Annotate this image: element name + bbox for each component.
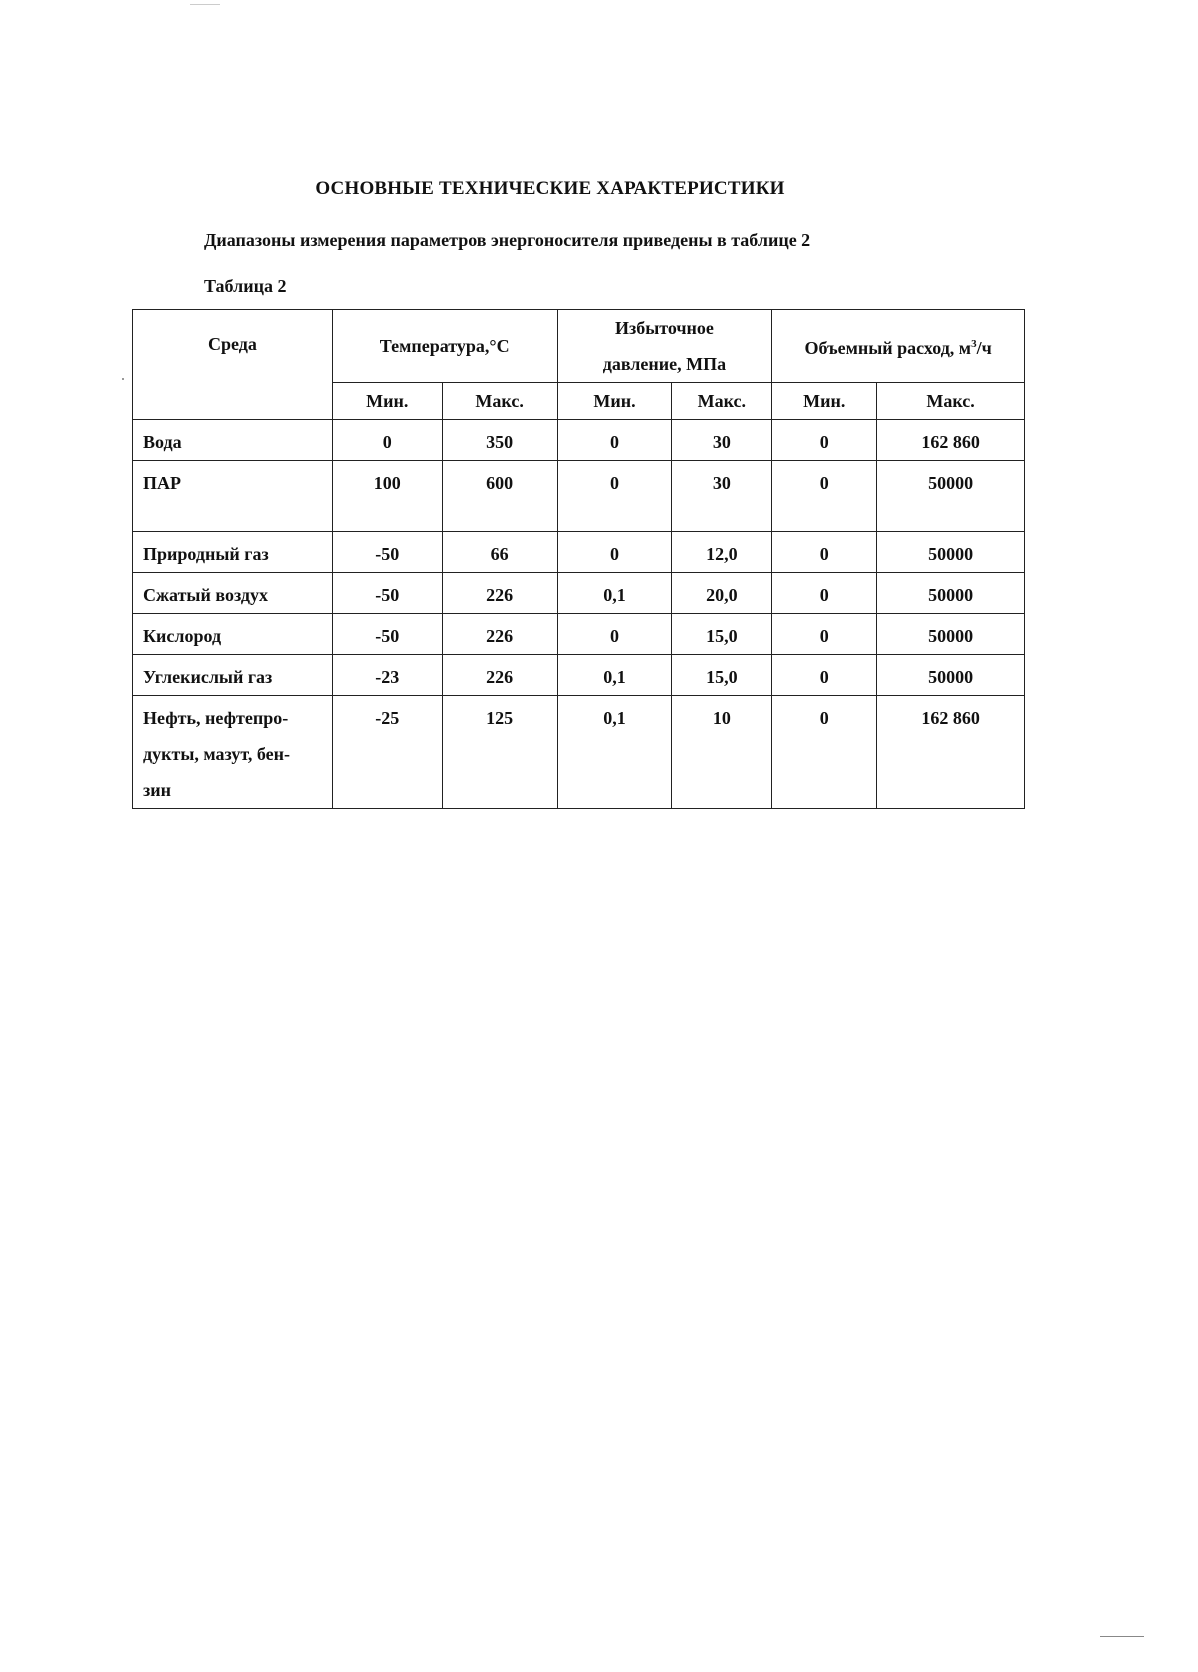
cell-t-max: 600 [442, 461, 557, 532]
cell-t-max: 226 [442, 573, 557, 614]
row-medium: Углекислый газ [133, 655, 333, 696]
cell-t-min: -50 [332, 614, 442, 655]
header-t-min: Мин. [332, 383, 442, 420]
cell-t-min: 100 [332, 461, 442, 532]
cell-q-max: 50000 [877, 461, 1025, 532]
cell-p-min: 0,1 [557, 655, 672, 696]
cell-p-max: 15,0 [672, 655, 772, 696]
table-row [133, 420, 1025, 461]
table-row [133, 532, 1025, 573]
cell-p-min: 0,1 [557, 573, 672, 614]
cell-p-min: 0 [557, 532, 672, 573]
row-medium: Вода [133, 420, 333, 461]
cell-t-max: 226 [442, 655, 557, 696]
header-medium: Среда [133, 310, 333, 420]
row-medium: Нефть, нефтепро- дукты, мазут, бен- зин [133, 696, 333, 809]
cell-t-max: 350 [442, 420, 557, 461]
cell-p-min: 0 [557, 614, 672, 655]
cell-t-max: 125 [442, 696, 557, 809]
cell-p-max: 10 [672, 696, 772, 809]
cell-t-max: 66 [442, 532, 557, 573]
document-title: ОСНОВНЫЕ ТЕХНИЧЕСКИЕ ХАРАКТЕРИСТИКИ [315, 178, 785, 199]
scan-artifact-dot [122, 378, 124, 380]
cell-q-min: 0 [772, 614, 877, 655]
row-medium: Природный газ [133, 532, 333, 573]
scan-artifact-line [1100, 1636, 1144, 1637]
cell-p-min: 0 [557, 461, 672, 532]
cell-q-max: 50000 [877, 532, 1025, 573]
intro-text: Диапазоны измерения параметров энергоносителя приведены в таблице 2 [204, 230, 811, 250]
cell-t-min: -50 [332, 573, 442, 614]
header-p-min: Мин. [557, 383, 672, 420]
cell-p-min: 0,1 [557, 696, 672, 809]
cell-q-max: 162 860 [877, 420, 1025, 461]
cell-q-min: 0 [772, 696, 877, 809]
cell-p-max: 15,0 [672, 614, 772, 655]
cell-t-min: -50 [332, 532, 442, 573]
cell-p-max: 20,0 [672, 573, 772, 614]
table-row [133, 655, 1025, 696]
spec-table [132, 309, 1025, 809]
cell-q-min: 0 [772, 420, 877, 461]
header-temperature: Температура,°С [332, 310, 557, 383]
cell-t-min: -25 [332, 696, 442, 809]
cell-q-max: 50000 [877, 614, 1025, 655]
header-p-max: Макс. [672, 383, 772, 420]
table-row [133, 614, 1025, 655]
row-medium: Сжатый воздух [133, 573, 333, 614]
table-row [133, 461, 1025, 532]
cell-q-min: 0 [772, 655, 877, 696]
cell-q-min: 0 [772, 461, 877, 532]
cell-p-max: 30 [672, 461, 772, 532]
scan-artifact-dot [190, 4, 220, 5]
cell-q-min: 0 [772, 573, 877, 614]
cell-q-max: 162 860 [877, 696, 1025, 809]
cell-t-min: -23 [332, 655, 442, 696]
cell-t-min: 0 [332, 420, 442, 461]
cell-p-max: 12,0 [672, 532, 772, 573]
table-row [133, 573, 1025, 614]
table-row [133, 696, 1025, 809]
header-row [133, 310, 1025, 383]
table-caption: Таблица 2 [204, 276, 287, 296]
cell-q-min: 0 [772, 532, 877, 573]
cell-q-max: 50000 [877, 655, 1025, 696]
header-q-max: Макс. [877, 383, 1025, 420]
header-pressure: Избыточное давление, МПа [557, 310, 772, 383]
row-medium: Кислород [133, 614, 333, 655]
header-flow: Объемный расход, $м^3/ч$ [772, 310, 1025, 383]
cell-q-max: 50000 [877, 573, 1025, 614]
header-q-min: Мин. [772, 383, 877, 420]
cell-p-max: 30 [672, 420, 772, 461]
header-t-max: Макс. [442, 383, 557, 420]
cell-p-min: 0 [557, 420, 672, 461]
row-medium: ПАР [133, 461, 333, 532]
cell-t-max: 226 [442, 614, 557, 655]
